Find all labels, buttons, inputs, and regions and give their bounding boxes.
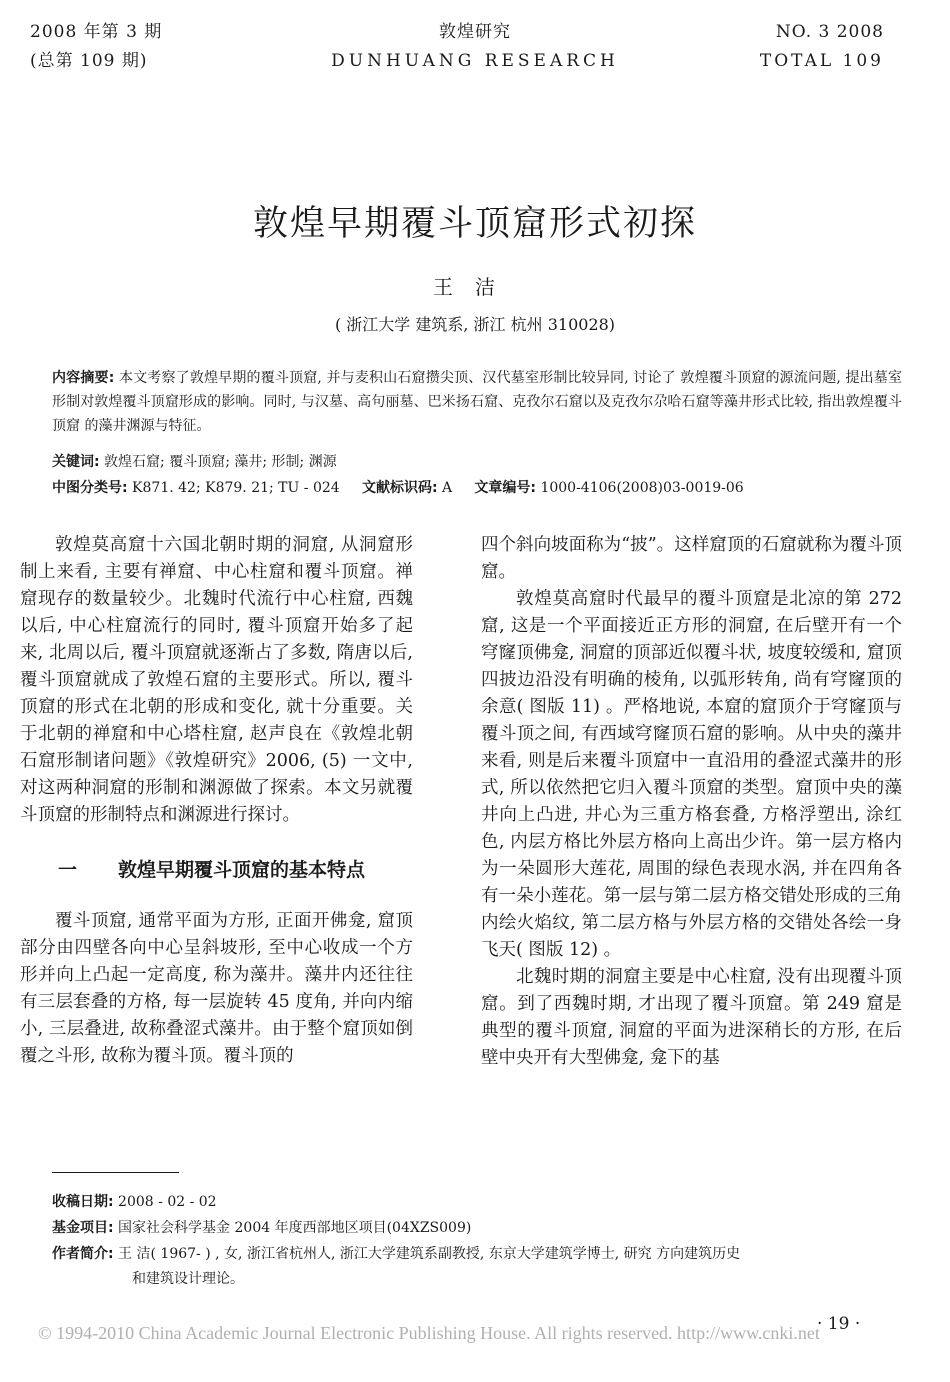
doc-code-label: 文献标识码:: [361, 480, 438, 496]
page-number: · 19 ·: [817, 1314, 861, 1334]
paragraph-continued: 四个斜向坡面称为“披”。这样窟顶的石窟就称为覆斗顶窟。: [481, 535, 902, 582]
header-number-line2: TOTAL 109: [759, 51, 884, 71]
paragraph: 覆斗顶窟, 通常平面为方形, 正面开佛龛, 窟顶部分由四壁各向中心呈斜坡形, 至中心收成一个方形并向上凸起一定高度, 称为藻井。藻井内还往往有三层套叠的方格, 每一层旋转 45 度角, 并向内缩小, 三层叠进, 故称叠涩式藻井。由于整个窟顶如倒覆之斗形, 故称为覆斗顶。覆斗顶的: [20, 911, 413, 1066]
fund-text: 国家社会科学基金 2004 年度西部地区项目(04XZS009): [113, 1220, 472, 1236]
body-column-right: [481, 532, 902, 1072]
paragraph: 敦煌莫高窟十六国北朝时期的洞窟, 从洞窟形制上来看, 主要有禅窟、中心柱窟和覆斗顶窟。禅窟现存的数量较少。北魏时代流行中心柱窟, 西魏以后, 中心柱窟流行的同时, 覆斗顶窟开始多了起来, 北周以后, 覆斗顶窟就逐渐占了多数, 隋唐以后, 覆斗顶窟就成了敦煌石窟的主要形式。所以, 覆斗顶窟的形式在北朝的形成和变化, 就十分重要。关于北朝的禅窟和中心塔柱窟, 赵声良在《敦煌北朝石窟形制诸问题》《敦煌研究》2006, (5) 一文中, 对这两种洞窟的形制和渊源做了探索。本文另就覆斗顶窟的形制特点和渊源进行探讨。: [20, 535, 413, 825]
header-number: [760, 18, 884, 76]
header-journal-en: DUNHUANG RESEARCH: [331, 51, 619, 71]
clc-text: K871. 42; K879. 21; TU - 024: [127, 480, 340, 496]
author-bio-line2: 和建筑设计理论。: [132, 1271, 244, 1287]
fund-label: 基金项目:: [52, 1220, 114, 1236]
paragraph: 敦煌莫高窟时代最早的覆斗顶窟是北凉的第 272 窟, 这是一个平面接近正方形的洞窟, 在后壁开有一个穹窿顶佛龛, 洞窟的顶部近似覆斗状, 坡度较缓和, 窟顶四披边沿没有明确的棱角, 以弧形转角, 尚有穹窿顶的余意( 图版 11) 。严格地说, 本窟的窟顶介于穹窿顶与覆斗顶之间, 有西域穹窿顶石窟的影响。从中央的藻井来看, 则是后来覆斗顶窟中一直沿用的叠涩式藻井的形式, 所以依然把它归入覆斗顶窟的类型。窟顶中央的藻井向上凸进, 井心为三重方格套叠, 方格浮塑出, 涂红色, 内层方格比外层方格向上高出少许。第一层方格内为一朵圆形大莲花, 周围的绿色表现水涡, 并在四角各有一朵小莲花。第一层与第二层方格交错处形成的三角内绘火焰纹, 第二层方格与外层方格的交错处各绘一身飞天( 图版 12) 。: [481, 589, 902, 960]
header-number-line1: NO. 3 2008: [775, 22, 884, 42]
paragraph: 北魏时期的洞窟主要是中心柱窟, 没有出现覆斗顶窟。到了西魏时期, 才出现了覆斗顶窟。第 249 窟是典型的覆斗顶窟, 洞窟的平面为进深稍长的方形, 在后壁中央开有大型佛龛, 龛下的基: [481, 967, 902, 1068]
classification-line: [52, 476, 902, 500]
article-title: 敦煌早期覆斗顶窟形式初探: [252, 204, 697, 244]
author-bio-label: 作者简介:: [52, 1246, 114, 1262]
abstract-text: 本文考察了敦煌早期的覆斗顶窟, 并与麦积山石窟攒尖顶、汉代墓室形制比较异同, 讨论了 敦煌覆斗顶窟的源流问题, 提出墓室形制对敦煌覆斗顶窟形成的影响。同时, 与汉墓、高句丽墓、巴米扬石窟、克孜尔石窟以及克孜尔尕哈石窟等藻井形式比较, 指出敦煌覆斗顶窟 的藻井渊源与特征。: [52, 370, 902, 434]
header-issue-line2: (总第 109 期): [30, 51, 148, 71]
clc-label: 中图分类号:: [52, 480, 128, 496]
author-bio-line1: 王 洁( 1967- ) , 女, 浙江省杭州人, 浙江大学建筑系副教授, 东京大学建筑学博士, 研究 方向建筑历史: [113, 1246, 741, 1262]
section-heading: [20, 857, 413, 884]
running-header: [0, 18, 950, 78]
header-issue-line1: 2008 年第 3 期: [30, 22, 163, 42]
footnote-author: [52, 1242, 902, 1292]
keywords: [52, 450, 902, 474]
doc-code-text: A: [437, 480, 453, 496]
header-journal-cn: 敦煌研究: [439, 22, 511, 42]
abstract: [52, 366, 902, 438]
footnote-rule: [52, 1172, 179, 1173]
abstract-label: 内容摘要:: [52, 370, 115, 386]
section-number: 一: [58, 859, 78, 881]
article-author: 王洁: [433, 275, 517, 299]
article-id-text: 1000-4106(2008)03-0019-06: [536, 480, 744, 496]
section-title: 敦煌早期覆斗顶窟的基本特点: [118, 859, 366, 881]
body-column-left: [20, 532, 413, 1070]
received-date: 2008 - 02 - 02: [113, 1194, 217, 1210]
article-id-label: 文章编号:: [474, 480, 536, 496]
keywords-label: 关键词:: [52, 454, 100, 470]
footnote-fund: [52, 1216, 902, 1241]
author-affiliation: ( 浙江大学 建筑系, 浙江 杭州 310028): [334, 315, 616, 334]
received-label: 收稿日期:: [52, 1194, 114, 1210]
footnote-received: [52, 1190, 902, 1215]
keywords-text: 敦煌石窟; 覆斗顶窟; 藻井; 形制; 渊源: [99, 454, 337, 470]
copyright-watermark: © 1994-2010 China Academic Journal Electronic Publishing House. All rights reserved. http://www.cnki.net: [38, 1323, 820, 1343]
